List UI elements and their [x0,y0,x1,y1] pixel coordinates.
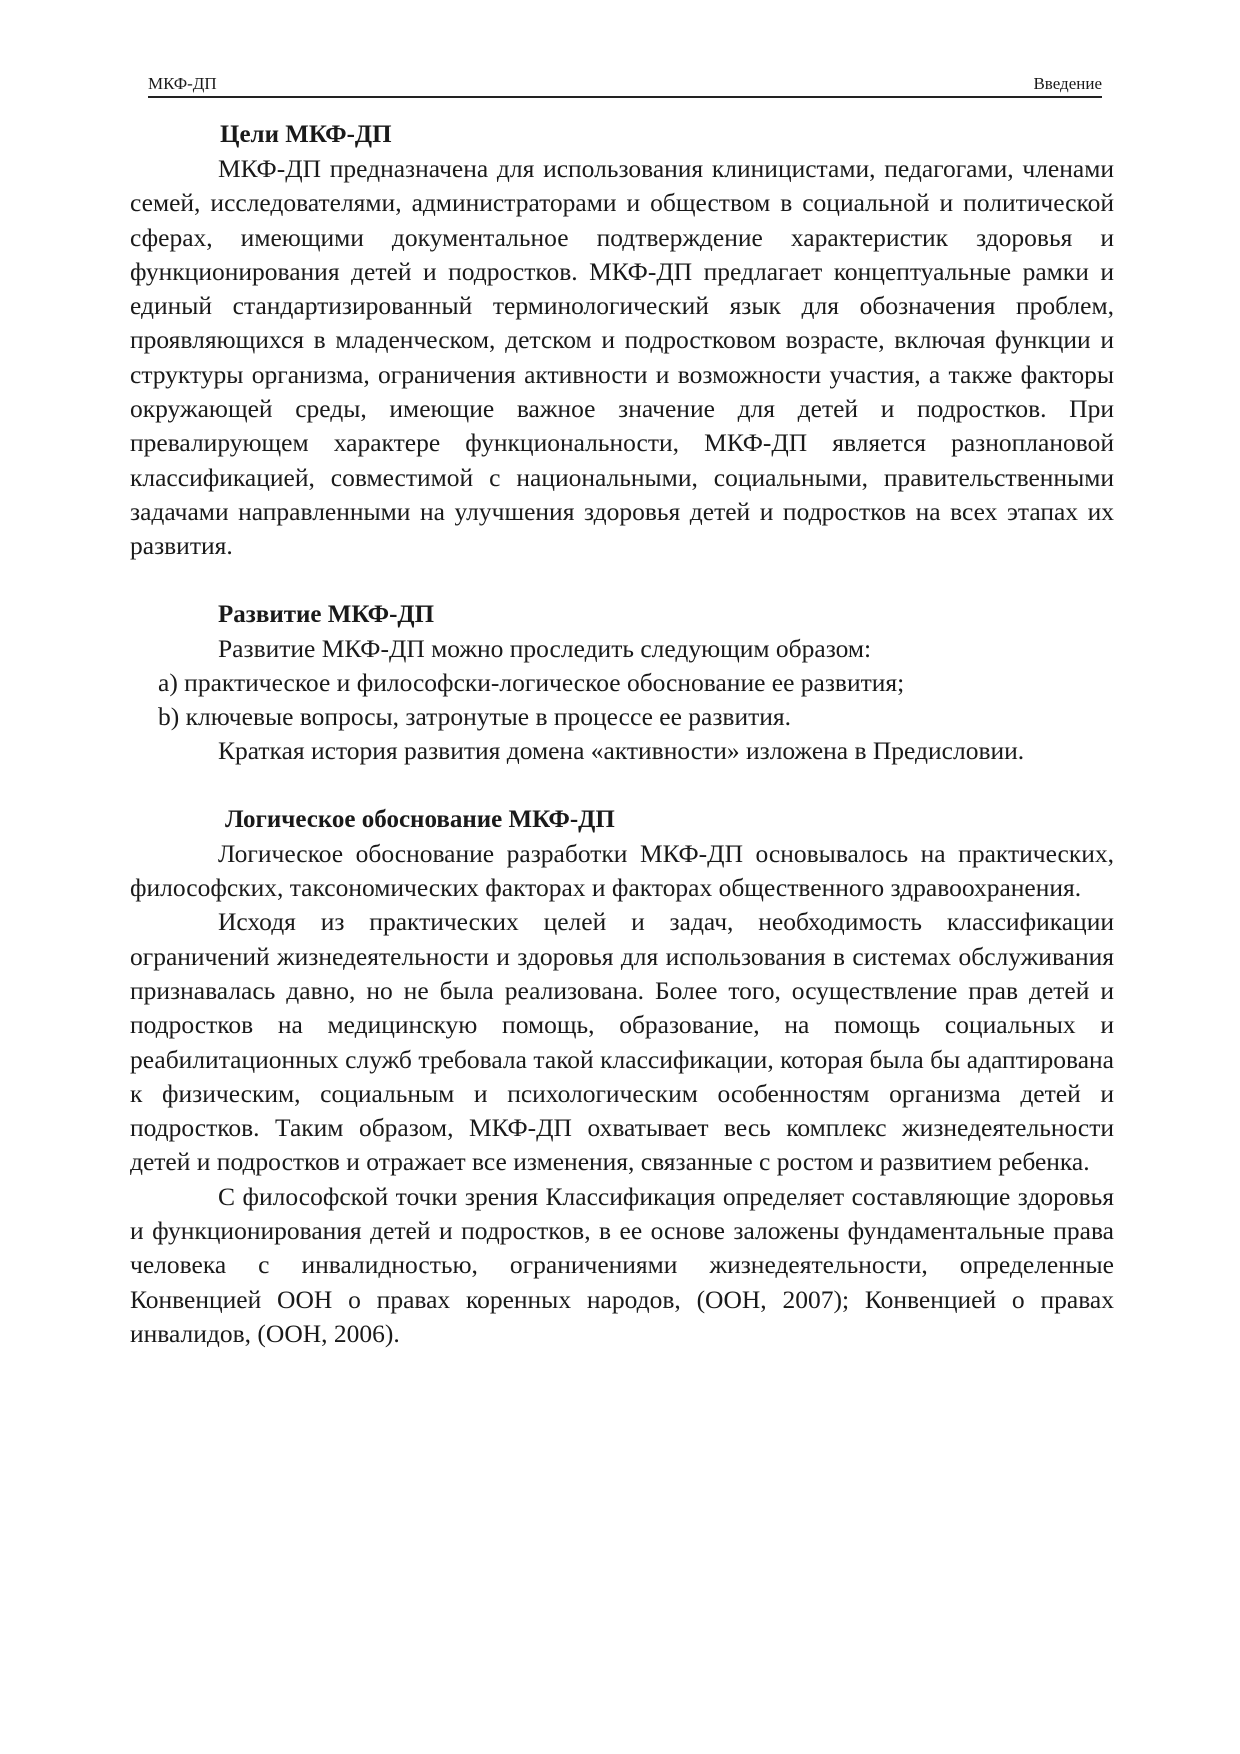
page-header [148,68,1102,98]
page-content [130,118,1114,1351]
list-item: b) ключевые вопросы, затронутые в процессе ее развития. [158,702,792,732]
section-title-rationale: Логическое обоснование МКФ-ДП [225,805,615,833]
header-chapter-title: Введение [1033,74,1102,93]
header-document-title: МКФ-ДП [148,74,217,93]
paragraph: МКФ-ДП предназначена для использования клиницистами, педагогами, членами семей, исследователями, администраторами и обществом в социальной и политической сферах, имеющими документальное подтверждение характеристик здоровья и функционирования детей и подростков. МКФ-ДП предлагает концептуальные рамки и единый стандартизированный терминологический язык для обозначения проблем, проявляющихся в младенческом, детском и подростковом возрасте, включая функции и структуры организма, ограничения активности и возможности участия, а также факторы окружающей среды, имеющие важное значение для детей и подростков. При превалирующем характере функциональности, МКФ-ДП является разноплановой классификацией, совместимой с национальными, социальными, правительственными задачами направленными на улучшения здоровья детей и подростков на всех этапах их развития. [130,154,1114,561]
paragraph: Логическое обоснование разработки МКФ-ДП основывалось на практических, философских, таксономических факторах и факторах общественного здравоохранения. [130,838,1114,903]
paragraph: Краткая история развития домена «активности» изложена в Предисловии. [218,736,1025,766]
paragraph: Исходя из практических целей и задач, необходимость классификации ограничений жизнедеятельности и здоровья для использования в системах обслуживания признавалась давно, но не была реализована. Более того, осуществление прав детей и подростков на медицинскую помощь, образование, на помощь социальных и реабилитационных служб требовала такой классификации, которая была бы адаптирована к физическим, социальным и психологическим особенностям организма детей и подростков. Таким образом, МКФ-ДП охватывает весь комплекс жизнедеятельности детей и подростков и отражает все изменения, связанные с ростом и развитием ребенка. [130,907,1114,1177]
paragraph: Развитие МКФ-ДП можно проследить следующим образом: [218,633,872,663]
section-title-goals: Цели МКФ-ДП [220,121,392,148]
list-item: а) практическое и философски-логическое обоснование ее развития; [158,667,905,697]
paragraph: С философской точки зрения Классификация определяет составляющие здоровья и функционирования детей и подростков, в ее основе заложены фундаментальные права человека с инвалидностью, ограничениями жизнедеятельности, определенные Конвенцией ООН о правах коренных народов, (ООН, 2007); Конвенцией о правах инвалидов, (ООН, 2006). [130,1181,1114,1348]
section-title-development: Развитие МКФ-ДП [218,600,435,628]
